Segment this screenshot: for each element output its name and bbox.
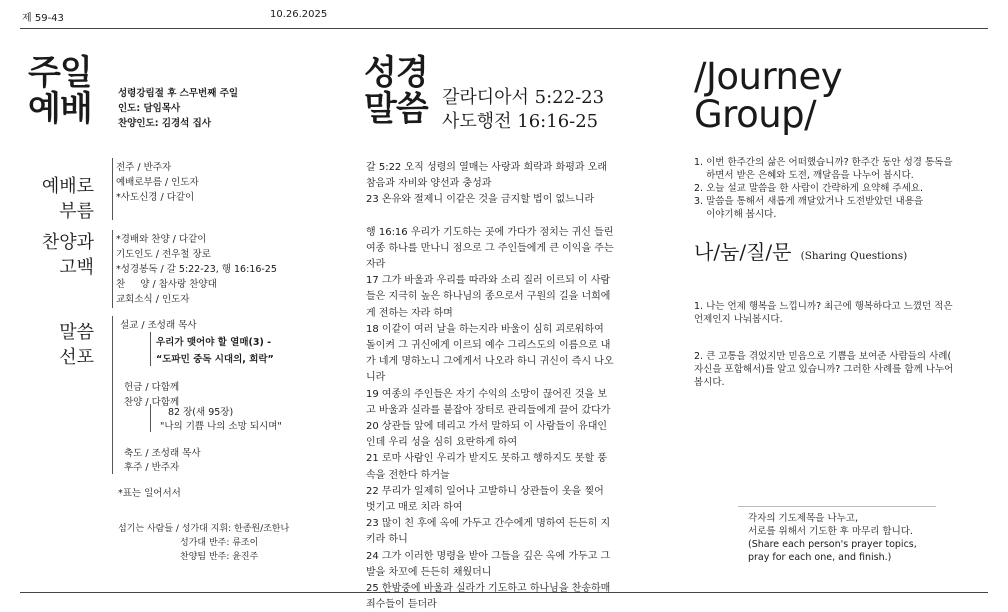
section-praise [28,230,94,280]
offering: 헌금 / 다함께 [124,382,180,393]
scripture-title [364,55,428,127]
sharing-q1-line1: 1. 나는 언제 행복을 느낍니까? 최근에 행복하다고 느꼈던 적은 [694,301,953,312]
verse-line: 참음과 자비와 양선과 충성과 [366,178,492,190]
verse-line: 발을 차꼬에 든든히 채웠더니 [366,566,492,578]
sharing-title-en: (Sharing Questions) [800,250,908,262]
verse-line: 20 상관들 앞에 데리고 가서 말하되 이 사람들이 유대인 [366,421,608,433]
servers [118,522,289,564]
worship-title-line1: 주일 [28,53,92,93]
hymn: 찬양 / 다함께 [124,397,180,408]
question-line: 하면서 받은 은혜와 도전, 깨달음을 나누어 봅시다. [694,170,914,181]
verse-line: 22 무리가 일제히 일어나 고발하니 상관들이 옷을 찢어 [366,485,604,497]
verse-line: 게 전하는 자라 하며 [366,307,453,319]
issue-date: 10.26.2025 [270,9,328,20]
benediction: 축도 / 조성래 목사 [124,448,201,459]
verse-line: 돌이켜 그 귀신에게 이르되 예수 그리스도의 이름으로 내 [366,340,611,352]
verse-line: 고 바울과 실라를 붙잡아 장터로 관리들에게 끌어 갔다가 [366,404,611,416]
prayer-line4: pray for each one, and finish.) [748,552,892,563]
issue-number: 제 59-43 [22,13,64,24]
sharing-q1 [694,300,986,326]
hymn-title: "나의 기쁨 나의 소망 되시며" [160,421,282,432]
verse-line: 19 여종의 주인들은 자기 수익의 소망이 끊어진 것을 보 [366,388,608,400]
verse-line: 키라 하니 [366,534,408,546]
hymn-bracket [150,404,151,432]
order-item: 찬 양 / 참사랑 찬양대 [116,279,217,290]
verse-line: 행 16:16 우리가 기도하는 곳에 가다가 점치는 귀신 들린 [366,226,614,238]
order-item: *사도신경 / 다같이 [116,192,195,203]
prayer-rule [738,506,936,507]
scripture-refs [442,86,604,134]
verse-line: 가 네게 명하노니 그에게서 나오라 하니 귀신이 즉시 나오 [366,356,614,368]
verse-line: 벗기고 매로 치라 하여 [366,502,463,514]
worship-title-line2: 예배 [28,89,92,129]
scripture-title-line1: 성경 [364,53,428,93]
praise-items [116,232,277,307]
order-item: *성경봉독 / 갈 5:22-23, 행 16:16-25 [116,264,277,275]
journey-title-line1: /Journey [694,55,843,98]
hymn-number: 82 장(새 95장) [168,407,234,418]
postlude: 후주 / 반주자 [124,462,180,473]
order-item: 전주 / 반주자 [116,162,172,173]
verse-line: 갈 5:22 오직 성령의 열매는 사랑과 희락과 화평과 오래 [366,162,608,173]
section-praise-line1: 찬양과 [41,232,94,253]
verse-line: 18 이같이 여러 날을 하는지라 바울이 심히 괴로워하여 [366,323,604,335]
sermon-title-line2: “도파민 중독 시대의, 희락” [156,354,274,365]
call-items [116,160,199,205]
sharing-q2-line2: 자신을 포함해서)를 알고 있습니까? 그러한 사례를 함께 나누어 [694,364,954,375]
top-rule [20,28,988,29]
sermon-title-line1: 우리가 맺어야 할 열매(3) - [156,337,272,348]
verse-line: 23 많이 친 후에 옥에 가두고 간수에게 명하여 든든히 지 [366,518,611,530]
servers-line1: 섬기는 사람들 / 성가대 지휘: 한종원/조한나 [118,524,290,534]
verse-line: 여종 하나를 만나니 점으로 그 주인들에게 큰 이익을 주는 [366,242,614,254]
section-word-line2: 선포 [59,347,94,368]
question-line: 이야기해 봅시다. [694,209,777,220]
section-call-line2: 부름 [59,201,94,222]
order-item: 교회소식 / 인도자 [116,294,190,305]
order-item: *경배와 찬양 / 다같이 [116,234,207,245]
worship-title [28,55,92,127]
worship-leader: 인도: 담임목사 [118,103,181,114]
verse-line: 24 그가 이러한 명령을 받아 그들을 깊은 옥에 가두고 그 [366,550,611,562]
verse-line: 자라 [366,259,386,271]
verse-line: 들은 지극히 높은 하나님의 종으로서 구원의 길을 너희에 [366,291,611,303]
call-bracket [112,158,113,220]
section-word [28,320,94,370]
section-praise-line2: 고백 [59,257,94,278]
praise-bracket [112,230,113,308]
question-line: 3. 말씀을 통해서 새롭게 깨달았거나 도전받았던 내용을 [694,196,924,207]
sharing-q2-line3: 봅시다. [694,377,725,388]
worship-info [118,86,238,131]
sharing-title: 나/눔/질/문 [694,240,792,264]
verse-line: 죄수들이 듣더라 [366,599,437,611]
order-item: 예배로부름 / 인도자 [116,177,199,188]
prayer-note [748,512,917,564]
servers-line3: 찬양팀 반주: 윤진주 [180,552,259,562]
praise-leader: 찬양인도: 김경석 집사 [118,118,212,129]
journey-title-line2: Group/ [694,93,817,136]
sharing-q2-line1: 2. 큰 고통을 겪었지만 믿음으로 기쁨을 보여준 사람들의 사례( [694,351,952,362]
scripture-text [366,160,666,612]
word-bracket [112,316,113,474]
sermon-title-bracket [150,332,151,366]
verse-line: 23 온유와 절제니 이같은 것을 금지할 법이 없느니라 [366,194,595,206]
verse-line: 속을 전한다 하거늘 [366,469,450,481]
sharing-q1-line2: 언제인지 나눠봅시다. [694,314,783,325]
section-call [28,174,94,224]
scripture-title-line2: 말씀 [364,89,428,129]
verse-line: 니라 [366,372,386,384]
verse-line: 21 로마 사람인 우리가 받지도 못하고 행하지도 못할 풍 [366,453,608,465]
scripture-ref2: 사도행전 16:16-25 [442,111,599,132]
section-call-line1: 예배로 [41,176,94,197]
verse-line: 17 그가 바울과 우리를 따라와 소리 질러 이르되 이 사람 [366,275,611,287]
verse-line: 인데 우리 성을 심히 요란하게 하여 [366,437,518,449]
verse-line: 25 한밤중에 바울과 실라가 기도하고 하나님을 찬송하매 [366,583,611,595]
servers-line2: 성가대 반주: 류조이 [180,538,259,548]
journey-questions [694,156,986,221]
prayer-line2: 서로를 위해서 기도한 후 마무리 합니다. [748,526,913,537]
prayer-line3: (Share each person's prayer topics, [748,539,917,550]
stand-note: *표는 일어서서 [118,488,181,499]
section-word-line1: 말씀 [59,322,94,343]
question-line: 2. 오늘 설교 말씀을 한 사람이 간략하게 요약해 주세요. [694,183,923,194]
sermon-speaker: 설교 / 조성래 목사 [120,320,197,331]
sharing-q2 [694,350,986,389]
journey-title [694,55,843,136]
prayer-line1: 각자의 기도제목을 나누고, [748,513,859,524]
sharing-heading [694,236,907,265]
question-line: 1. 이번 한주간의 삶은 어떠했습니까? 한주간 동안 성경 통독을 [694,157,953,168]
sermon-title [156,334,274,368]
worship-subtitle: 성령강림절 후 스무번째 주일 [118,88,239,99]
order-item: 기도인도 / 전우철 장로 [116,249,211,260]
scripture-ref1: 갈라디아서 5:22-23 [442,87,605,108]
